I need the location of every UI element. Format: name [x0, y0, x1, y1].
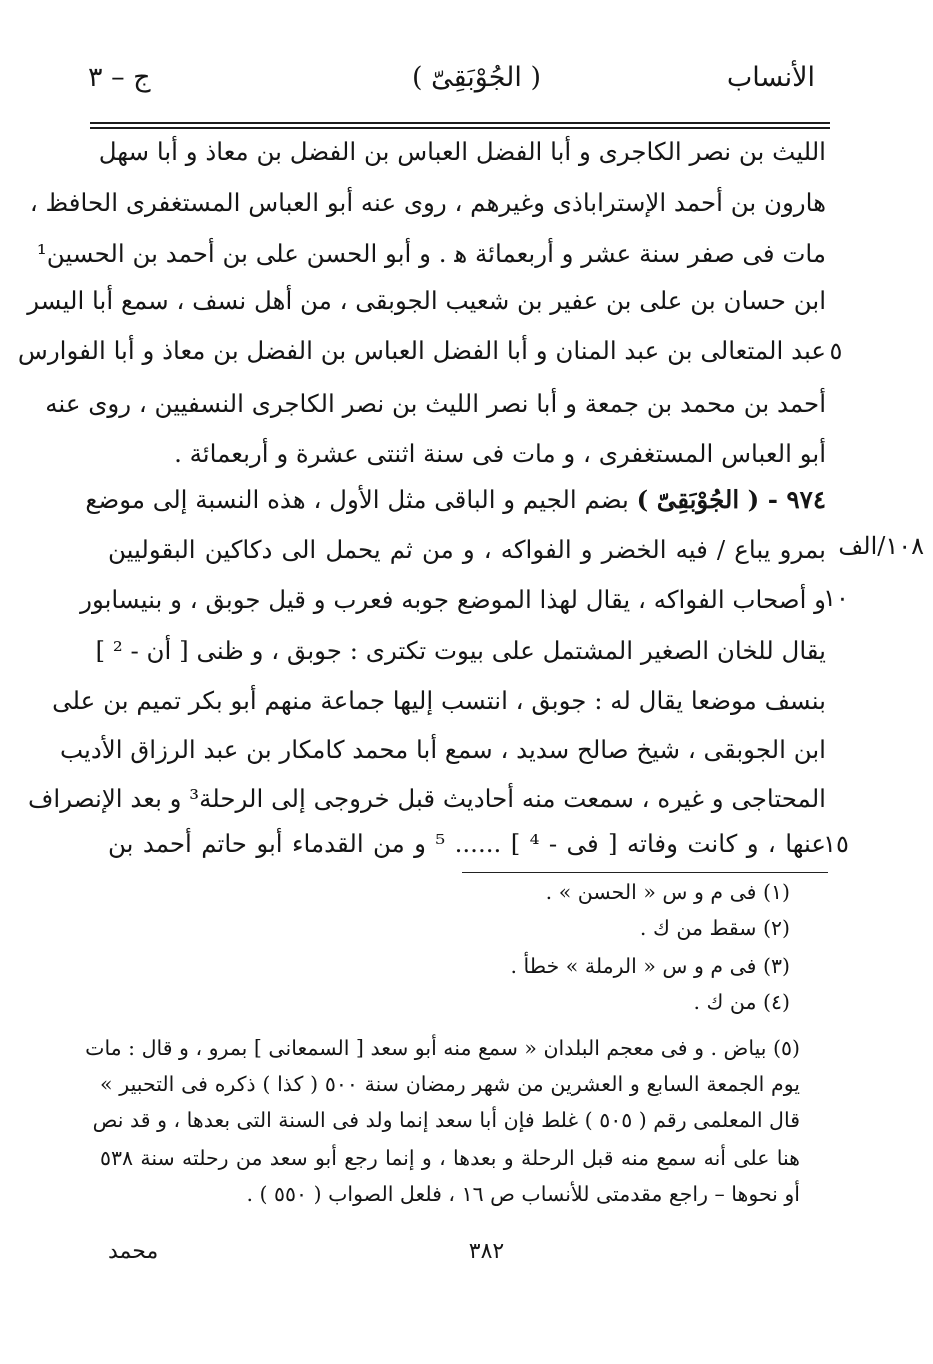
running-head-volume: ج – ٣: [88, 62, 151, 93]
footnote-5-line-2: يوم الجمعة السابع و العشرين من شهر رمضان سنة ٥٠٠ ( كذا ) ذكره فى التحبير »: [100, 1072, 800, 1096]
text-line-4: ابن حسان بن على بن عفير بن شعيب الجوبقى ، من أهل نسف ، سمع أبا اليسر: [27, 286, 826, 315]
footnote-2: (٢) سقط من ك .: [639, 916, 790, 940]
footnote-5-line-5: أو نحوها – راجع مقدمتى للأنساب ص ١٦ ، فلعل الصواب ( ٥٥٠ ) .: [246, 1182, 800, 1206]
running-head-headword: ( الجُوْبَقِىّ ): [411, 62, 542, 93]
footnote-5-line-3: قال المعلمى رقم ( ٥٠٥ ) غلط فإن أبا سعد إنما ولد فى السنة التى بعدها ، و قد نص: [92, 1108, 800, 1132]
footnote-5-line-1: (٥) بياض . و فى معجم البلدان « سمع منه أبو سعد [ السمعانى ] بمرو ، و قال : مات: [85, 1036, 800, 1060]
header-rule-bottom: [90, 127, 830, 129]
text-line-3: مات فى صفر سنة عشر و أربعمائة ه‍ . و أبو الحسن على بن أحمد بن الحسين¹: [36, 239, 826, 268]
footnote-1: (١) فى م و س « الحسن » .: [545, 880, 790, 904]
text-line-2: هارون بن أحمد الإستراباذى وغيرهم ، روى عنه أبو العباس المستغفرى الحافظ ،: [29, 188, 826, 217]
footnote-3: (٣) فى م و س « الرملة » خطأ .: [510, 954, 790, 978]
footnote-5-line-4: هنا على أنه سمع منه قبل الرحلة و بعدها ، و إنما رجع أبو سعد من رحلته سنة ٥٣٨: [100, 1146, 800, 1170]
text-line-12: بنسف موضعا يقال له : جوبق ، انتسب إليها جماعة منهم أبو بكر تميم بن على: [52, 686, 826, 715]
header-rule-top: [90, 122, 830, 124]
text-line-13: ابن الجوبقى ، شيخ صالح سديد ، سمع أبا محمد كامكار بن عبد الرزاق الأديب: [59, 735, 826, 764]
text-line-7: أبو العباس المستغفرى ، و مات فى سنة اثنتى عشرة و أربعمائة .: [174, 439, 826, 468]
line-number-15: ١٥: [823, 830, 849, 858]
text-line-5: عبد المتعالى بن عبد المنان و أبا الفضل العباس بن الفضل بن معاذ و أبا الفوارس: [17, 336, 826, 365]
text-line-10: و أصحاب الفواكه ، يقال لهذا الموضع جوبه فعرب و قيل جوبق ، و بنيسابور: [80, 585, 826, 614]
page-number: ٣٨٢: [468, 1239, 505, 1264]
text-line-14: المحتاجى و غيره ، سمعت منه أحاديث قبل خروجى إلى الرحلة³ و بعد الإنصراف: [28, 784, 826, 813]
text-line-11: يقال للخان الصغير المشتمل على بيوت تكترى : جوبق ، و ظنى [ أن - ² ]: [95, 636, 826, 665]
footnote-4: (٤) من ك .: [693, 990, 790, 1014]
text-line-6: أحمد بن محمد بن جمعة و أبا نصر الليث بن نصر الكاجرى النسفيين ، روى عنه: [45, 389, 826, 418]
running-head-book-title: الأنساب: [726, 62, 815, 93]
footnote-separator: [462, 872, 828, 873]
entry-text: بضم الجيم و الباقى مثل الأول ، هذه النسبة إلى موضع: [85, 485, 629, 514]
entry-line: [85, 480, 826, 520]
line-number-5: ٥: [829, 337, 843, 365]
text-line-9: بمرو يباع / فيه الخضر و الفواكه ، و من ثم يحمل الى دكاكين البقوليين: [108, 535, 826, 564]
text-line-15: عنها ، و كانت وفاته [ فى - ⁴ ] ...... ⁵ و من القدماء أبو حاتم أحمد بن: [108, 829, 826, 858]
text-line-1: الليث بن نصر الكاجرى و أبا الفضل العباس بن الفضل بن معاذ و أبا سهل: [98, 137, 826, 166]
printer-signature: محمد: [108, 1239, 159, 1264]
line-number-10: ١٠: [823, 584, 849, 612]
entry-number-title: ٩٧٤ - ( الجُوْبَقِىّ ): [636, 485, 826, 514]
manuscript-folio-marker: ١٠٨/الف: [838, 532, 924, 560]
